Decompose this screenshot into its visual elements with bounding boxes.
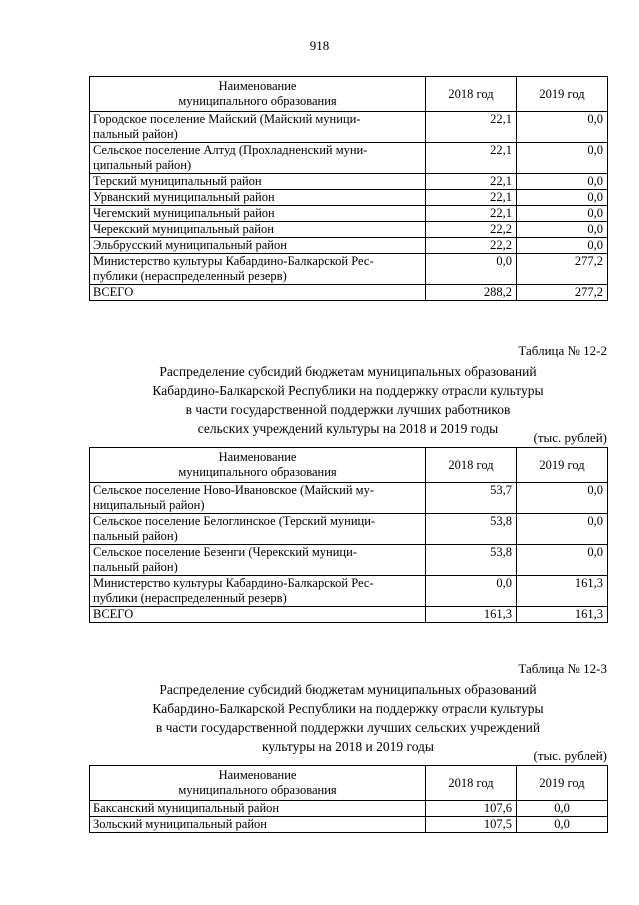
value-cell: 0,0 — [517, 190, 608, 206]
table-row — [90, 238, 608, 254]
table-row — [90, 206, 608, 222]
table-row — [90, 817, 608, 833]
row-name-cell: Сельское поселение Алтуд (Прохладненский муни- ципальный район) — [90, 143, 426, 174]
row-name-cell: Баксанский муниципальный район — [90, 801, 426, 817]
table-row — [90, 483, 608, 514]
value-cell: 22,1 — [426, 190, 517, 206]
value-cell: 0,0 — [517, 545, 608, 576]
column-header: Наименование муниципального образования — [90, 448, 426, 483]
column-header: 2018 год — [426, 766, 517, 801]
value-cell: 22,2 — [426, 222, 517, 238]
value-cell: 22,2 — [426, 238, 517, 254]
table-3-label: Таблица № 12-3 — [518, 661, 607, 676]
value-cell: 0,0 — [517, 174, 608, 190]
value-cell: 22,1 — [426, 206, 517, 222]
row-name-cell: Сельское поселение Белоглинское (Терский муници- пальный район) — [90, 514, 426, 545]
value-cell: 161,3 — [426, 607, 517, 623]
column-header: Наименование муниципального образования — [90, 766, 426, 801]
table-2-label: Таблица № 12-2 — [518, 343, 607, 358]
row-name-cell: Эльбрусский муниципальный район — [90, 238, 426, 254]
table-row — [90, 112, 608, 143]
value-cell: 0,0 — [426, 576, 517, 607]
table-row — [90, 222, 608, 238]
value-cell: 0,0 — [517, 206, 608, 222]
column-header: 2018 год — [426, 77, 517, 112]
column-header: 2018 год — [426, 448, 517, 483]
table-1 — [89, 76, 608, 301]
table-row — [90, 143, 608, 174]
value-cell: 288,2 — [426, 285, 517, 301]
value-cell: 277,2 — [517, 285, 608, 301]
value-cell: 0,0 — [517, 112, 608, 143]
page-number: 918 — [309, 38, 330, 53]
table-row — [90, 545, 608, 576]
value-cell: 22,1 — [426, 174, 517, 190]
table-row — [90, 285, 608, 301]
value-cell: 107,5 — [426, 817, 517, 833]
table-row — [90, 254, 608, 285]
row-name-cell: Урванский муниципальный район — [90, 190, 426, 206]
row-name-cell: Зольский муниципальный район — [90, 817, 426, 833]
value-cell: 161,3 — [517, 576, 608, 607]
column-header: Наименование муниципального образования — [90, 77, 426, 112]
row-name-cell: Министерство культуры Кабардино-Балкарской Рес- публики (нераспределенный резерв) — [90, 576, 426, 607]
table-row — [90, 576, 608, 607]
value-cell: 0,0 — [517, 222, 608, 238]
value-cell: 53,7 — [426, 483, 517, 514]
value-cell: 107,6 — [426, 801, 517, 817]
table-3-units: (тыс. рублей) — [533, 748, 607, 763]
table-3-caption: Распределение субсидий бюджетам муниципальных образований Кабардино-Балкарской Республики на поддержку отрасли культуры в части государственной поддержки лучших сельских учреждений культуры на 2018 и 2019 годы — [152, 682, 544, 754]
table-header-row — [90, 77, 608, 112]
table-row — [90, 190, 608, 206]
value-cell: 0,0 — [517, 143, 608, 174]
row-name-cell: Черекский муниципальный район — [90, 222, 426, 238]
column-header: 2019 год — [517, 448, 608, 483]
table-2 — [89, 447, 608, 623]
table-row — [90, 607, 608, 623]
value-cell: 0,0 — [517, 801, 608, 817]
value-cell: 0,0 — [517, 514, 608, 545]
value-cell: 0,0 — [517, 483, 608, 514]
column-header: 2019 год — [517, 77, 608, 112]
value-cell: 53,8 — [426, 514, 517, 545]
table-header-row — [90, 766, 608, 801]
value-cell: 277,2 — [517, 254, 608, 285]
row-name-cell: ВСЕГО — [90, 285, 426, 301]
table-row — [90, 514, 608, 545]
row-name-cell: Городское поселение Майский (Майский муници- пальный район) — [90, 112, 426, 143]
table-3 — [89, 765, 608, 833]
row-name-cell: ВСЕГО — [90, 607, 426, 623]
value-cell: 22,1 — [426, 143, 517, 174]
row-name-cell: Терский муниципальный район — [90, 174, 426, 190]
column-header: 2019 год — [517, 766, 608, 801]
value-cell: 0,0 — [426, 254, 517, 285]
value-cell: 0,0 — [517, 238, 608, 254]
row-name-cell: Сельское поселение Безенги (Черекский муници- пальный район) — [90, 545, 426, 576]
value-cell: 161,3 — [517, 607, 608, 623]
row-name-cell: Сельское поселение Ново-Ивановское (Майский му- ниципальный район) — [90, 483, 426, 514]
value-cell: 22,1 — [426, 112, 517, 143]
row-name-cell: Чегемский муниципальный район — [90, 206, 426, 222]
value-cell: 53,8 — [426, 545, 517, 576]
table-row — [90, 801, 608, 817]
table-header-row — [90, 448, 608, 483]
row-name-cell: Министерство культуры Кабардино-Балкарской Рес- публики (нераспределенный резерв) — [90, 254, 426, 285]
table-2-units: (тыс. рублей) — [533, 430, 607, 445]
table-2-caption: Распределение субсидий бюджетам муниципальных образований Кабардино-Балкарской Республики на поддержку отрасли культуры в части государственной поддержки лучших работников сельских учреждений культуры на 2018 и 2019 годы — [152, 364, 544, 436]
value-cell: 0,0 — [517, 817, 608, 833]
table-row — [90, 174, 608, 190]
